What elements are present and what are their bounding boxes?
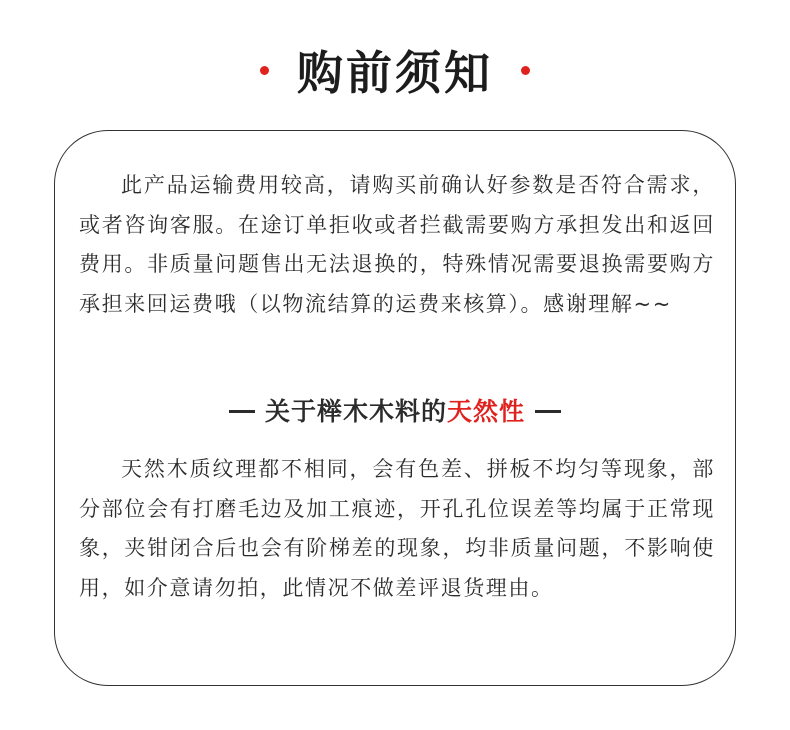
section-heading-highlight: 天然性 (447, 397, 526, 426)
section-heading (0, 392, 790, 432)
red-dot-left-icon (260, 66, 269, 75)
dash-right-icon (535, 410, 561, 413)
dash-left-icon (229, 410, 255, 413)
section-heading-prefix: 关于榉木木料的 (264, 397, 447, 426)
page-header (0, 30, 790, 110)
natural-wood-paragraph: 天然木质纹理都不相同，会有色差、拼板不均匀等现象，部分部位会有打磨毛边及加工痕迹，开孔孔位误差等均属于正常现象，夹钳闭合后也会有阶梯差的现象，均非质量问题，不影响使用，如介意请勿拍，此情况不做差评退货理由。 (79, 457, 715, 600)
red-dot-right-icon (521, 66, 530, 75)
notice-paragraph: 此产品运输费用较高，请购买前确认好参数是否符合需求，或者咨询客服。在途订单拒收或者拦截需要购方承担发出和返回费用。非质量问题售出无法退换的，特殊情况需要退换需要购方承担来回运费哦（以物流结算的运费来核算）。感谢理解~~ (79, 173, 715, 316)
page-title: 购前须知 (297, 46, 493, 100)
